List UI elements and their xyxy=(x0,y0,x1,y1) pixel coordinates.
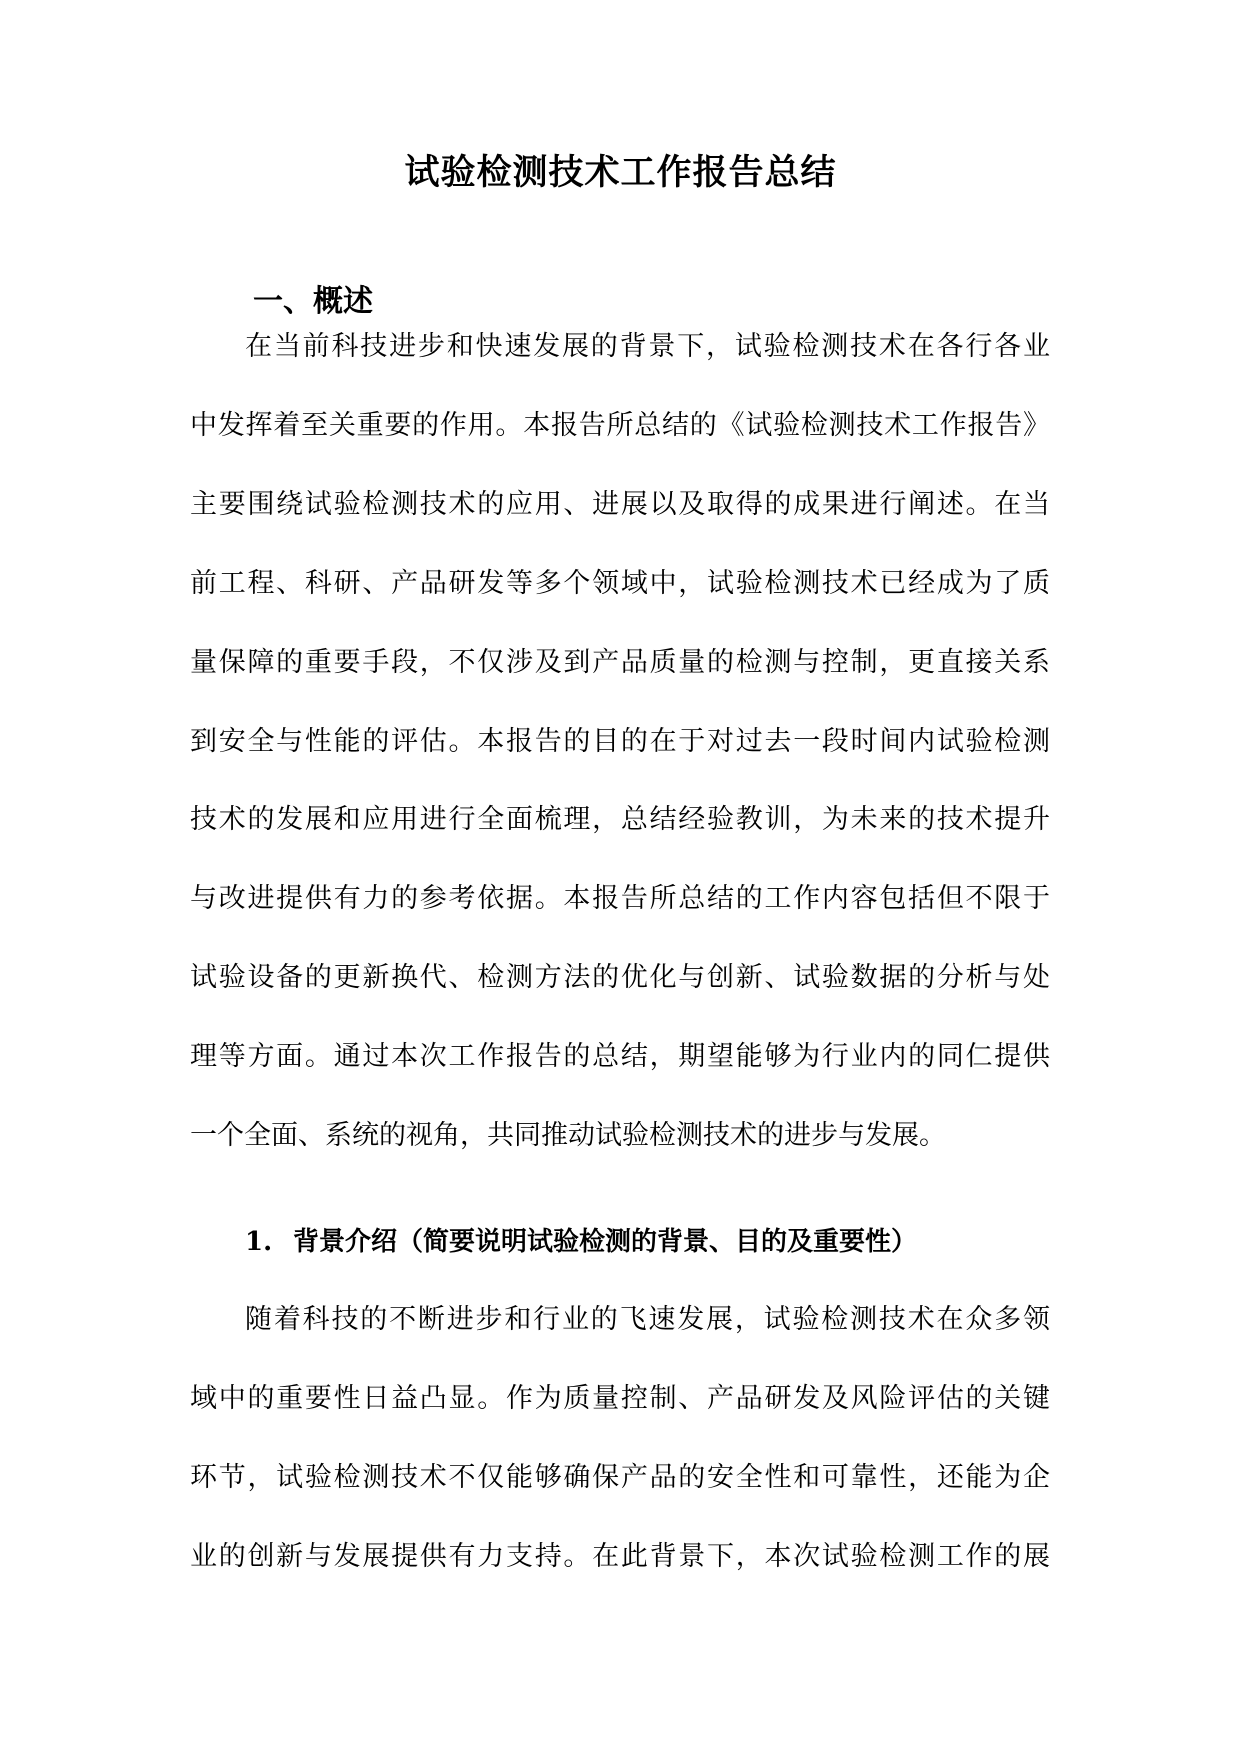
subsection-title: 背景介绍（简要说明试验检测的背景、目的及重要性） xyxy=(293,1227,918,1257)
paragraph-line: 与改进提供有力的参考依据。本报告所总结的工作内容包括但不限于 xyxy=(190,883,1050,914)
paragraph-line: 技术的发展和应用进行全面梳理，总结经验教训，为未来的技术提升 xyxy=(190,804,1050,835)
subsection-heading-background xyxy=(245,1222,917,1262)
paragraph-line: 一个全面、系统的视角，共同推动试验检测技术的进步与发展。 xyxy=(190,1120,946,1151)
subsection-number: 1. xyxy=(245,1227,273,1257)
paragraph-line: 在当前科技进步和快速发展的背景下，试验检测技术在各行各业 xyxy=(245,331,1050,362)
paragraph-line: 环节，试验检测技术不仅能够确保产品的安全性和可靠性，还能为企 xyxy=(190,1462,1050,1493)
paragraph-line: 中发挥着至关重要的作用。本报告所总结的《试验检测技术工作报告》 xyxy=(190,410,1050,441)
document-title: 试验检测技术工作报告总结 xyxy=(404,152,837,193)
section-heading-overview: 一、概述 xyxy=(253,284,373,319)
paragraph-line: 主要围绕试验检测技术的应用、进展以及取得的成果进行阐述。在当 xyxy=(190,489,1050,520)
paragraph-line: 域中的重要性日益凸显。作为质量控制、产品研发及风险评估的关键 xyxy=(190,1383,1050,1414)
paragraph-line: 随着科技的不断进步和行业的飞速发展，试验检测技术在众多领 xyxy=(245,1304,1050,1335)
paragraph-line: 前工程、科研、产品研发等多个领域中，试验检测技术已经成为了质 xyxy=(190,568,1050,599)
paragraph-line: 业的创新与发展提供有力支持。在此背景下，本次试验检测工作的展 xyxy=(190,1541,1050,1572)
paragraph-line: 理等方面。通过本次工作报告的总结，期望能够为行业内的同仁提供 xyxy=(190,1041,1050,1072)
paragraph-line: 试验设备的更新换代、检测方法的优化与创新、试验数据的分析与处 xyxy=(190,962,1050,993)
paragraph-line: 量保障的重要手段，不仅涉及到产品质量的检测与控制，更直接关系 xyxy=(190,647,1050,678)
paragraph-line: 到安全与性能的评估。本报告的目的在于对过去一段时间内试验检测 xyxy=(190,726,1050,757)
